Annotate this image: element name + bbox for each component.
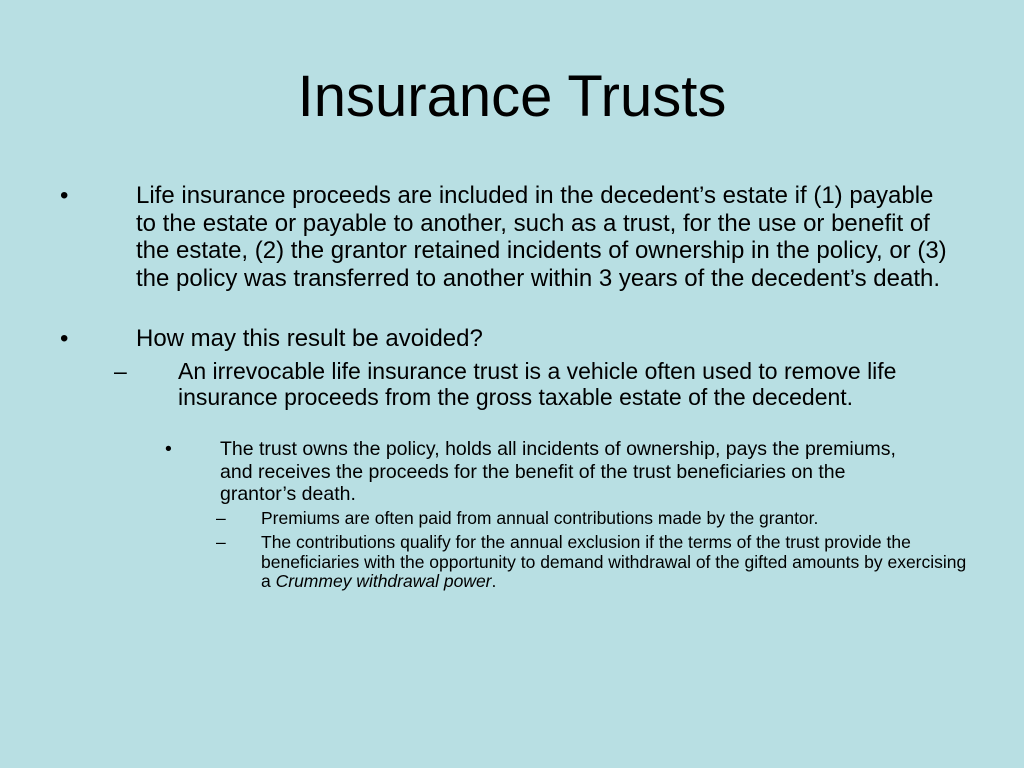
bullet-text: The trust owns the policy, holds all incidents of ownership, pays the premiums, and receives the proceeds for the benefit of the trust beneficiaries on the grantor’s death. <box>220 438 896 505</box>
bullet-text: Life insurance proceeds are included in the decedent’s estate if (1) payable to the estate or payable to another, such as a trust, for the use or benefit of the estate, (2) the grantor retained incidents of ownership in the policy, or (3) the policy was transferred to another within 3 years of the decedent’s death. <box>136 182 947 292</box>
bullet-text: How may this result be avoided? <box>136 325 483 352</box>
bullet-text <box>261 533 976 592</box>
slide-title: Insurance Trusts <box>297 64 727 129</box>
bullet-marker: • <box>165 438 172 460</box>
dash-marker: – <box>216 508 226 528</box>
dash-marker: – <box>216 532 226 552</box>
bullet-text-end: . <box>491 571 497 591</box>
bullet-text: An irrevocable life insurance trust is a vehicle often used to remove life insurance proceeds from the gross taxable estate of the decedent. <box>178 358 897 410</box>
bullet-marker: • <box>60 325 69 352</box>
bullet-text-plain: The contributions qualify for the annual exclusion if the terms of the trust provide the beneficiaries with the opportunity to demand withdrawal of the gifted amounts by exercising a <box>261 532 967 591</box>
bullet-marker: • <box>60 182 69 209</box>
crummey-emphasis: Crummey withdrawal power <box>275 571 492 591</box>
bullet-text: Premiums are often paid from annual contributions made by the grantor. <box>261 508 819 528</box>
dash-marker: – <box>114 358 127 384</box>
